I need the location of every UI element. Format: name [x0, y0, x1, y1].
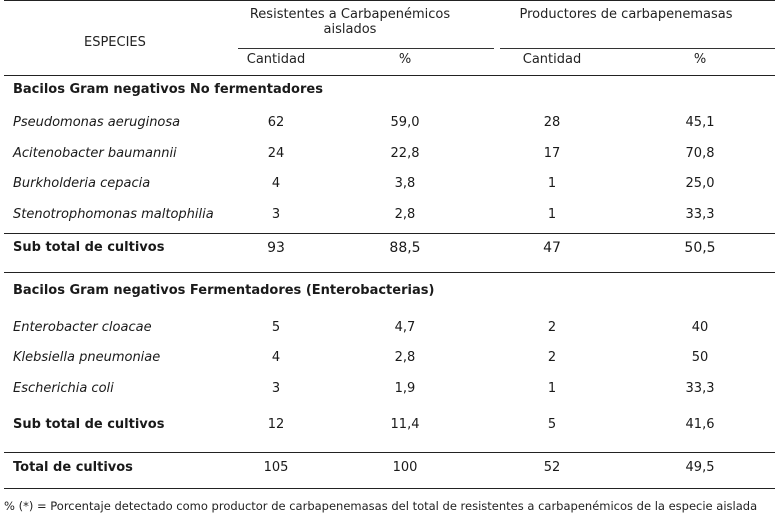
pct-2: 70,8 — [685, 146, 715, 161]
pct-1: 3,8 — [394, 176, 416, 191]
total-bottom-rule — [4, 488, 775, 489]
header-group1-line2: aislados — [323, 22, 377, 37]
footnote: % (*) = Porcentaje detectado como productor de carbapenemasas del total de resistentes a carbapenémicos de la especie aislada — [4, 499, 758, 513]
pct-2: 40 — [691, 320, 709, 335]
section1-subtotal-rule — [4, 233, 775, 234]
header-cantidad-1: Cantidad — [246, 52, 306, 67]
cantidad-2: 1 — [547, 381, 557, 396]
cantidad-2: 17 — [543, 146, 561, 161]
cantidad-2: 2 — [547, 320, 557, 335]
pct-2: 41,6 — [685, 417, 715, 432]
section1-end-rule — [4, 272, 775, 273]
pct-2: 45,1 — [685, 115, 715, 130]
total-top-rule — [4, 452, 775, 453]
species-name: Pseudomonas aeruginosa — [13, 115, 181, 130]
species-name: Stenotrophomonas maltophilia — [13, 207, 214, 222]
cantidad-2: 52 — [543, 460, 561, 475]
cantidad-1: 93 — [267, 240, 285, 256]
cantidad-1: 3 — [271, 381, 281, 396]
cantidad-2: 1 — [547, 207, 557, 222]
pct-1: 4,7 — [394, 320, 416, 335]
pct-1: 1,9 — [394, 381, 416, 396]
section-title: Bacilos Gram negativos Fermentadores (Enterobacterias) — [13, 283, 435, 298]
subtotal-label: Sub total de cultivos — [13, 417, 165, 432]
group2-underline — [500, 48, 775, 49]
pct-1: 22,8 — [390, 146, 420, 161]
species-name: Klebsiella pneumoniae — [13, 350, 161, 365]
cantidad-1: 105 — [263, 460, 289, 475]
cantidad-2: 1 — [547, 176, 557, 191]
header-rule — [4, 75, 775, 76]
pct-1: 11,4 — [390, 417, 420, 432]
cantidad-2: 5 — [547, 417, 557, 432]
cantidad-1: 62 — [267, 115, 285, 130]
pct-1: 2,8 — [394, 207, 416, 222]
pct-2: 33,3 — [685, 381, 715, 396]
pct-2: 49,5 — [685, 460, 715, 475]
subtotal-label: Sub total de cultivos — [13, 240, 165, 255]
species-name: Burkholderia cepacia — [13, 176, 151, 191]
group1-underline — [238, 48, 494, 49]
pct-1: 88,5 — [389, 240, 421, 256]
header-species: ESPECIES — [84, 35, 146, 50]
cantidad-1: 3 — [271, 207, 281, 222]
pct-2: 50 — [691, 350, 709, 365]
cantidad-1: 4 — [271, 176, 281, 191]
pct-2: 33,3 — [685, 207, 715, 222]
top-rule — [4, 0, 775, 1]
species-name: Acitenobacter baumannii — [13, 146, 177, 161]
species-name: Enterobacter cloacae — [13, 320, 152, 335]
pct-2: 50,5 — [684, 240, 716, 256]
cantidad-1: 4 — [271, 350, 281, 365]
total-label: Total de cultivos — [13, 460, 133, 475]
pct-2: 25,0 — [685, 176, 715, 191]
species-name: Escherichia coli — [13, 381, 114, 396]
pct-1: 59,0 — [390, 115, 420, 130]
pct-1: 2,8 — [394, 350, 416, 365]
cantidad-1: 5 — [271, 320, 281, 335]
header-group2: Productores de carbapenemasas — [519, 7, 733, 22]
pct-1: 100 — [392, 460, 418, 475]
cantidad-2: 28 — [543, 115, 561, 130]
cantidad-2: 47 — [543, 240, 561, 256]
header-pct-1: % — [398, 52, 412, 67]
section-title: Bacilos Gram negativos No fermentadores — [13, 82, 323, 97]
header-pct-2: % — [693, 52, 707, 67]
header-cantidad-2: Cantidad — [522, 52, 582, 67]
cantidad-1: 24 — [267, 146, 285, 161]
cantidad-1: 12 — [267, 417, 285, 432]
header-group1-line1: Resistentes a Carbapenémicos — [249, 7, 451, 22]
cantidad-2: 2 — [547, 350, 557, 365]
